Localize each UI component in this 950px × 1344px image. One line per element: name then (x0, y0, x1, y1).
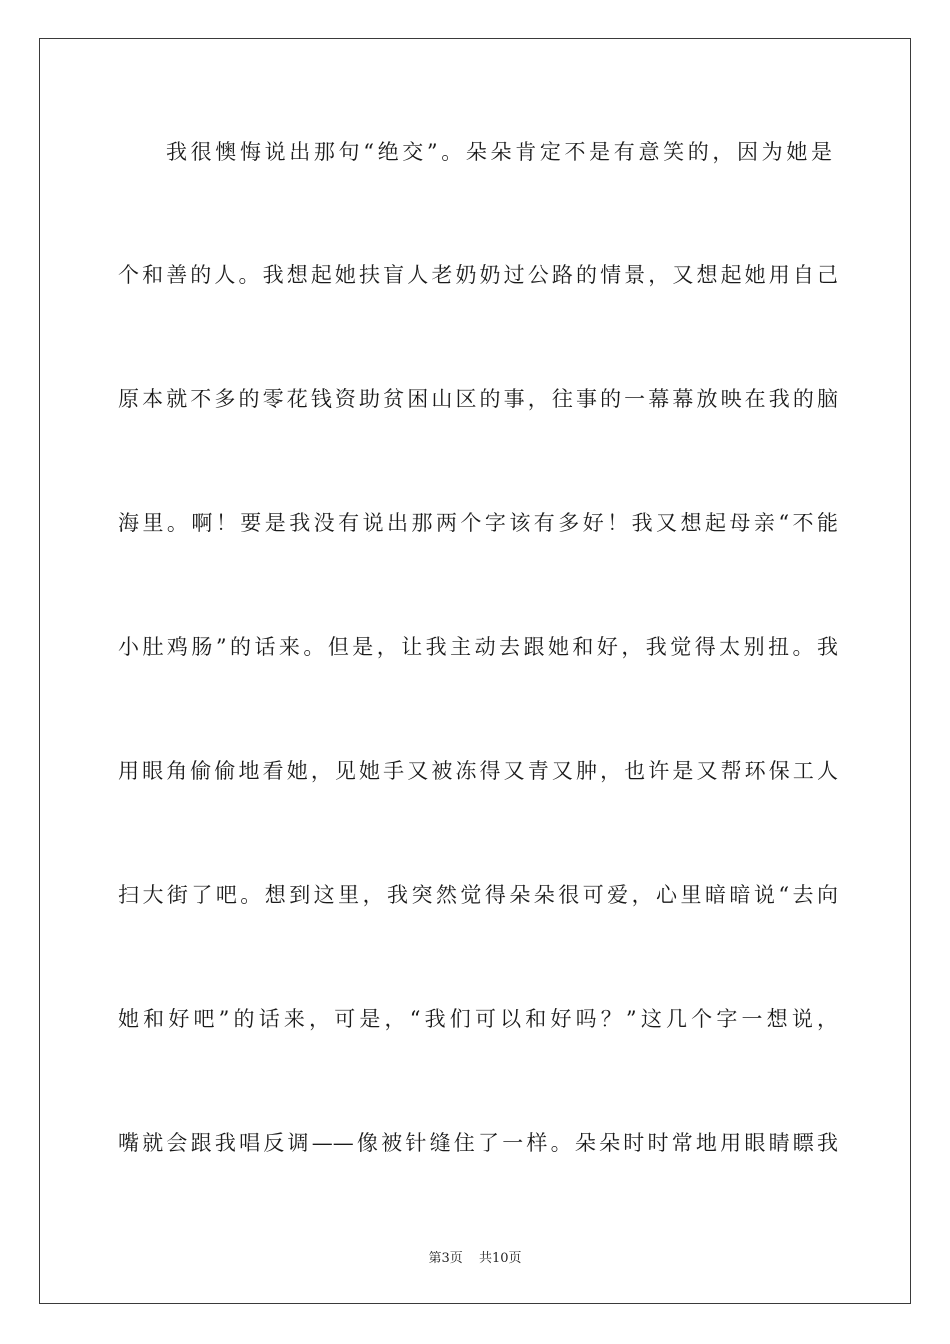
page-border (39, 38, 911, 1304)
paragraph-line-9: 嘴就会跟我唱反调——像被针缝住了一样。朵朵时时常地用眼睛瞟我 (118, 1131, 838, 1155)
paragraph-line-3: 原本就不多的零花钱资助贫困山区的事，往事的一幕幕放映在我的脑 (118, 387, 838, 411)
paragraph-line-8: 她和好吧”的话来，可是，“我们可以和好吗？”这几个字一想说， (118, 1007, 838, 1031)
page-footer (0, 1247, 950, 1266)
paragraph-line-2: 个和善的人。我想起她扶盲人老奶奶过公路的情景，又想起她用自己 (118, 263, 838, 287)
paragraph-line-4: 海里。啊！要是我没有说出那两个字该有多好！我又想起母亲“不能 (118, 511, 838, 535)
page-total: 共10页 (478, 1251, 522, 1266)
paragraph-line-6: 用眼角偷偷地看她，见她手又被冻得又青又肿，也许是又帮环保工人 (118, 759, 838, 783)
page-number: 第3页 (428, 1251, 463, 1266)
paragraph-line-5: 小肚鸡肠”的话来。但是，让我主动去跟她和好，我觉得太别扭。我 (118, 635, 838, 659)
paragraph-line-1: 我很懊悔说出那句“绝交”。朵朵肯定不是有意笑的，因为她是 (166, 140, 832, 164)
paragraph-line-7: 扫大街了吧。想到这里，我突然觉得朵朵很可爱，心里暗暗说“去向 (118, 883, 838, 907)
